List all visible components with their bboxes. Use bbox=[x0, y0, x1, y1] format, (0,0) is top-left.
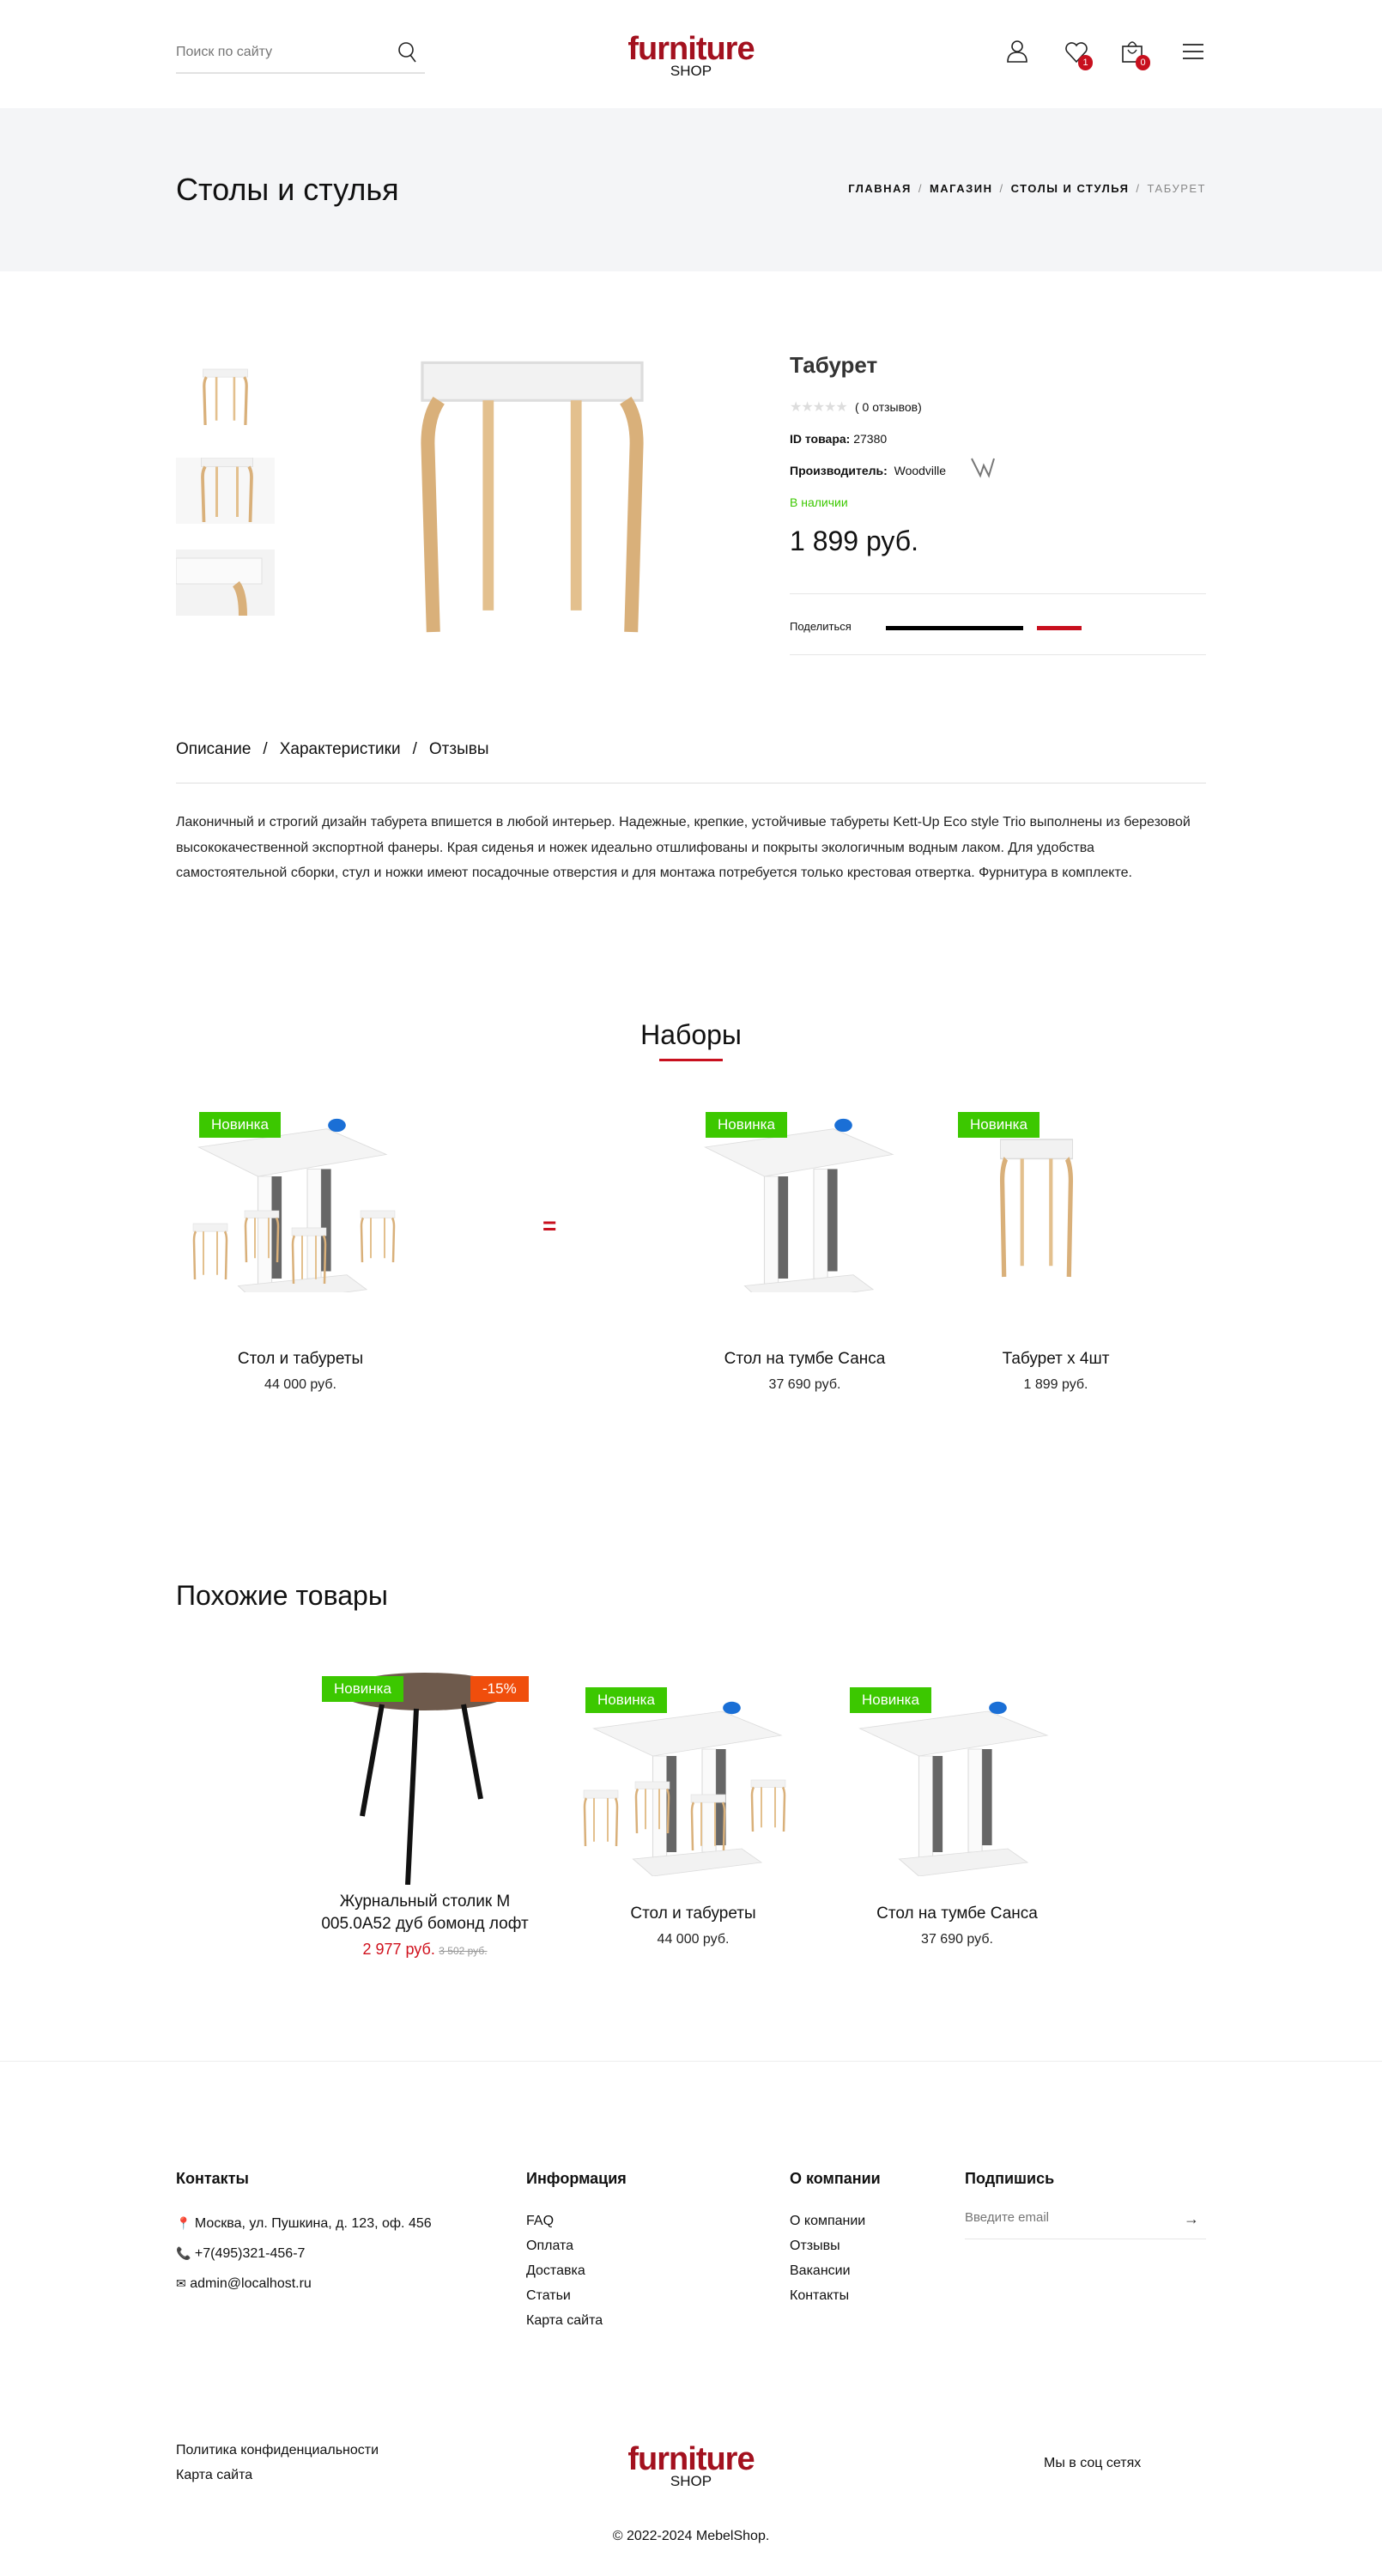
rating-stars[interactable]: ★★★★★ bbox=[790, 400, 847, 415]
divider bbox=[790, 593, 1206, 594]
product-name[interactable]: Журнальный столик М 005.0А52 дуб бомонд лофт bbox=[321, 1893, 529, 1933]
id-label: ID товара: bbox=[790, 432, 851, 446]
phone[interactable] bbox=[176, 2239, 432, 2269]
arrow-right-icon[interactable]: → bbox=[1184, 2210, 1199, 2227]
set-image bbox=[953, 1112, 1159, 1292]
breadcrumb: ГЛАВНАЯ / МАГАЗИН / СТОЛЫ И СТУЛЬЯ / ТАБУРЕТ bbox=[848, 182, 1206, 195]
footer-contacts bbox=[176, 2170, 432, 2299]
set-item-price: 44 000 руб. bbox=[264, 1377, 336, 1392]
set-item-price: 1 899 руб. bbox=[1023, 1377, 1088, 1392]
logo-sub: SHOP bbox=[670, 2473, 712, 2489]
sitemap-link[interactable]: Карта сайта bbox=[176, 2468, 253, 2482]
set-card[interactable] bbox=[953, 1112, 1159, 1393]
cart-count-badge: 0 bbox=[1136, 55, 1150, 70]
product-card[interactable] bbox=[841, 1687, 1073, 1947]
menu-icon[interactable] bbox=[1182, 43, 1204, 64]
privacy-link[interactable]: Политика конфиденциальности bbox=[176, 2443, 379, 2458]
product-description: Лаконичный и строгий дизайн табурета впишется в любой интерьер. Надежные, крепкие, устойчивые табуреты Kett-Up Eco style Trio выполнены из березовой высококачественной экспортной фанеры. Края сиденья и ножек идеально отшлифованы и покрыты экологичным водным лаком. Для удобства самостоятельной сборки, стул и ножки имеют посадочные отверстия и для монтажа потребуется только крестовая отвертка. Фурнитура в комплекте. bbox=[176, 815, 1191, 880]
set-item-name[interactable]: Табурет x 4шт bbox=[1002, 1350, 1110, 1368]
product-tabs bbox=[176, 740, 488, 759]
breadcrumb-category[interactable]: СТОЛЫ И СТУЛЬЯ bbox=[1010, 182, 1130, 195]
address bbox=[176, 2208, 432, 2239]
search-icon[interactable] bbox=[397, 41, 418, 68]
footer-link-vacancies[interactable]: Вакансии bbox=[790, 2263, 851, 2278]
logo-sub: SHOP bbox=[670, 63, 712, 79]
footer-logo[interactable] bbox=[605, 2443, 777, 2488]
new-badge: Новинка bbox=[322, 1676, 403, 1702]
footer-link-articles[interactable]: Статьи bbox=[526, 2288, 571, 2303]
breadcrumb-shop[interactable]: МАГАЗИН bbox=[929, 182, 993, 195]
footer-subscribe bbox=[965, 2170, 1206, 2239]
stock-status: В наличии bbox=[790, 495, 848, 509]
maker-value[interactable]: Woodville bbox=[894, 464, 947, 477]
old-price: 3 502 руб. bbox=[439, 1945, 488, 1957]
tab-separator: / bbox=[263, 740, 268, 758]
share-label: Поделиться bbox=[790, 623, 852, 633]
user-icon[interactable] bbox=[1006, 39, 1028, 68]
wishlist-count-badge: 1 bbox=[1078, 55, 1093, 70]
product-card[interactable] bbox=[575, 1687, 811, 1947]
search-box[interactable] bbox=[176, 38, 425, 74]
discount-badge: -15% bbox=[470, 1676, 529, 1702]
sale-price: 2 977 руб. bbox=[362, 1941, 435, 1958]
breadcrumb-home[interactable]: ГЛАВНАЯ bbox=[848, 182, 912, 195]
thumbnail-3[interactable] bbox=[176, 550, 275, 616]
set-card[interactable] bbox=[687, 1112, 923, 1393]
email-subscribe-input[interactable] bbox=[965, 2210, 1162, 2225]
equals-sign: = bbox=[542, 1212, 557, 1239]
share-button-red[interactable] bbox=[1037, 626, 1082, 630]
logo-text: furniture bbox=[627, 2441, 755, 2477]
set-item-price: 37 690 руб. bbox=[768, 1377, 841, 1392]
divider bbox=[0, 2061, 1382, 2062]
social-label: Мы в соц сетях bbox=[1044, 2456, 1142, 2470]
location-pin-icon: 📍 bbox=[176, 2216, 191, 2230]
product-name[interactable]: Стол и табуреты bbox=[630, 1905, 756, 1923]
set-card[interactable] bbox=[180, 1112, 421, 1393]
tab-description[interactable]: Описание bbox=[176, 740, 252, 758]
product-main-image[interactable] bbox=[395, 356, 670, 633]
product-price: 44 000 руб. bbox=[657, 1932, 730, 1947]
address-text: Москва, ул. Пушкина, д. 123, оф. 456 bbox=[194, 2216, 432, 2231]
new-badge: Новинка bbox=[958, 1112, 1040, 1138]
footer-bottom-links bbox=[176, 2438, 379, 2488]
divider bbox=[176, 782, 1206, 784]
tab-specs[interactable]: Характеристики bbox=[279, 740, 401, 758]
footer-link-reviews[interactable]: Отзывы bbox=[790, 2239, 840, 2253]
tab-reviews[interactable]: Отзывы bbox=[428, 740, 489, 758]
new-badge: Новинка bbox=[706, 1112, 787, 1138]
set-image bbox=[687, 1112, 923, 1292]
footer-company bbox=[790, 2170, 881, 2308]
divider bbox=[790, 654, 1206, 655]
set-item-name[interactable]: Стол и табуреты bbox=[237, 1350, 364, 1368]
footer-link-faq[interactable]: FAQ bbox=[526, 2214, 555, 2228]
product-image bbox=[575, 1687, 811, 1876]
tab-separator: / bbox=[412, 740, 417, 758]
new-badge: Новинка bbox=[199, 1112, 281, 1138]
phone-text[interactable]: +7(495)321-456-7 bbox=[194, 2246, 306, 2261]
mail-icon: ✉ bbox=[176, 2276, 186, 2290]
reviews-count[interactable]: ( 0 отзывов) bbox=[855, 400, 922, 414]
share-buttons[interactable] bbox=[886, 626, 1023, 630]
product-price bbox=[309, 1941, 541, 1959]
search-input[interactable] bbox=[176, 38, 382, 60]
thumbnail-1[interactable] bbox=[176, 365, 275, 431]
sets-title: Наборы bbox=[640, 1019, 742, 1050]
product-name[interactable]: Стол на тумбе Санса bbox=[876, 1905, 1038, 1923]
manufacturer bbox=[790, 464, 946, 477]
footer-link-sitemap[interactable]: Карта сайта bbox=[526, 2313, 603, 2328]
logo-text: furniture bbox=[627, 31, 755, 67]
thumbnail-2[interactable] bbox=[176, 458, 275, 524]
set-item-name[interactable]: Стол на тумбе Санса bbox=[724, 1350, 886, 1368]
title-underline bbox=[659, 1059, 723, 1061]
footer-heading: О компании bbox=[790, 2170, 881, 2187]
maker-logo-icon bbox=[970, 457, 996, 483]
product-id bbox=[790, 432, 887, 446]
breadcrumb-current: ТАБУРЕТ bbox=[1147, 182, 1206, 195]
product-price: 1 899 руб. bbox=[790, 526, 918, 556]
copyright: © 2022-2024 MebelShop. bbox=[612, 2529, 770, 2543]
new-badge: Новинка bbox=[585, 1687, 667, 1713]
maker-label: Производитель: bbox=[790, 464, 888, 477]
set-image bbox=[180, 1112, 421, 1292]
product-image bbox=[841, 1687, 1073, 1876]
share-row bbox=[790, 623, 1206, 633]
footer-heading: Информация bbox=[526, 2170, 627, 2187]
subscribe-form bbox=[965, 2210, 1206, 2239]
email[interactable] bbox=[176, 2269, 432, 2299]
product-card[interactable] bbox=[309, 1670, 541, 1959]
footer-link-delivery[interactable]: Доставка bbox=[526, 2263, 585, 2278]
footer-info bbox=[526, 2170, 627, 2333]
product-price: 37 690 руб. bbox=[921, 1932, 993, 1947]
footer-heading: Подпишись bbox=[965, 2170, 1055, 2187]
phone-icon: 📞 bbox=[176, 2246, 191, 2260]
id-value: 27380 bbox=[853, 432, 888, 446]
footer-link-payment[interactable]: Оплата bbox=[526, 2239, 574, 2253]
email-text[interactable]: admin@localhost.ru bbox=[190, 2276, 312, 2291]
footer-link-contacts[interactable]: Контакты bbox=[790, 2288, 850, 2303]
page-title: Столы и стулья bbox=[176, 172, 399, 207]
footer-link-about[interactable]: О компании bbox=[790, 2214, 866, 2228]
new-badge: Новинка bbox=[850, 1687, 931, 1713]
footer-heading: Контакты bbox=[176, 2170, 249, 2187]
product-title: Табурет bbox=[790, 352, 878, 378]
similar-title: Похожие товары bbox=[176, 1580, 388, 1611]
product-image bbox=[309, 1670, 541, 1885]
logo[interactable] bbox=[605, 33, 777, 78]
